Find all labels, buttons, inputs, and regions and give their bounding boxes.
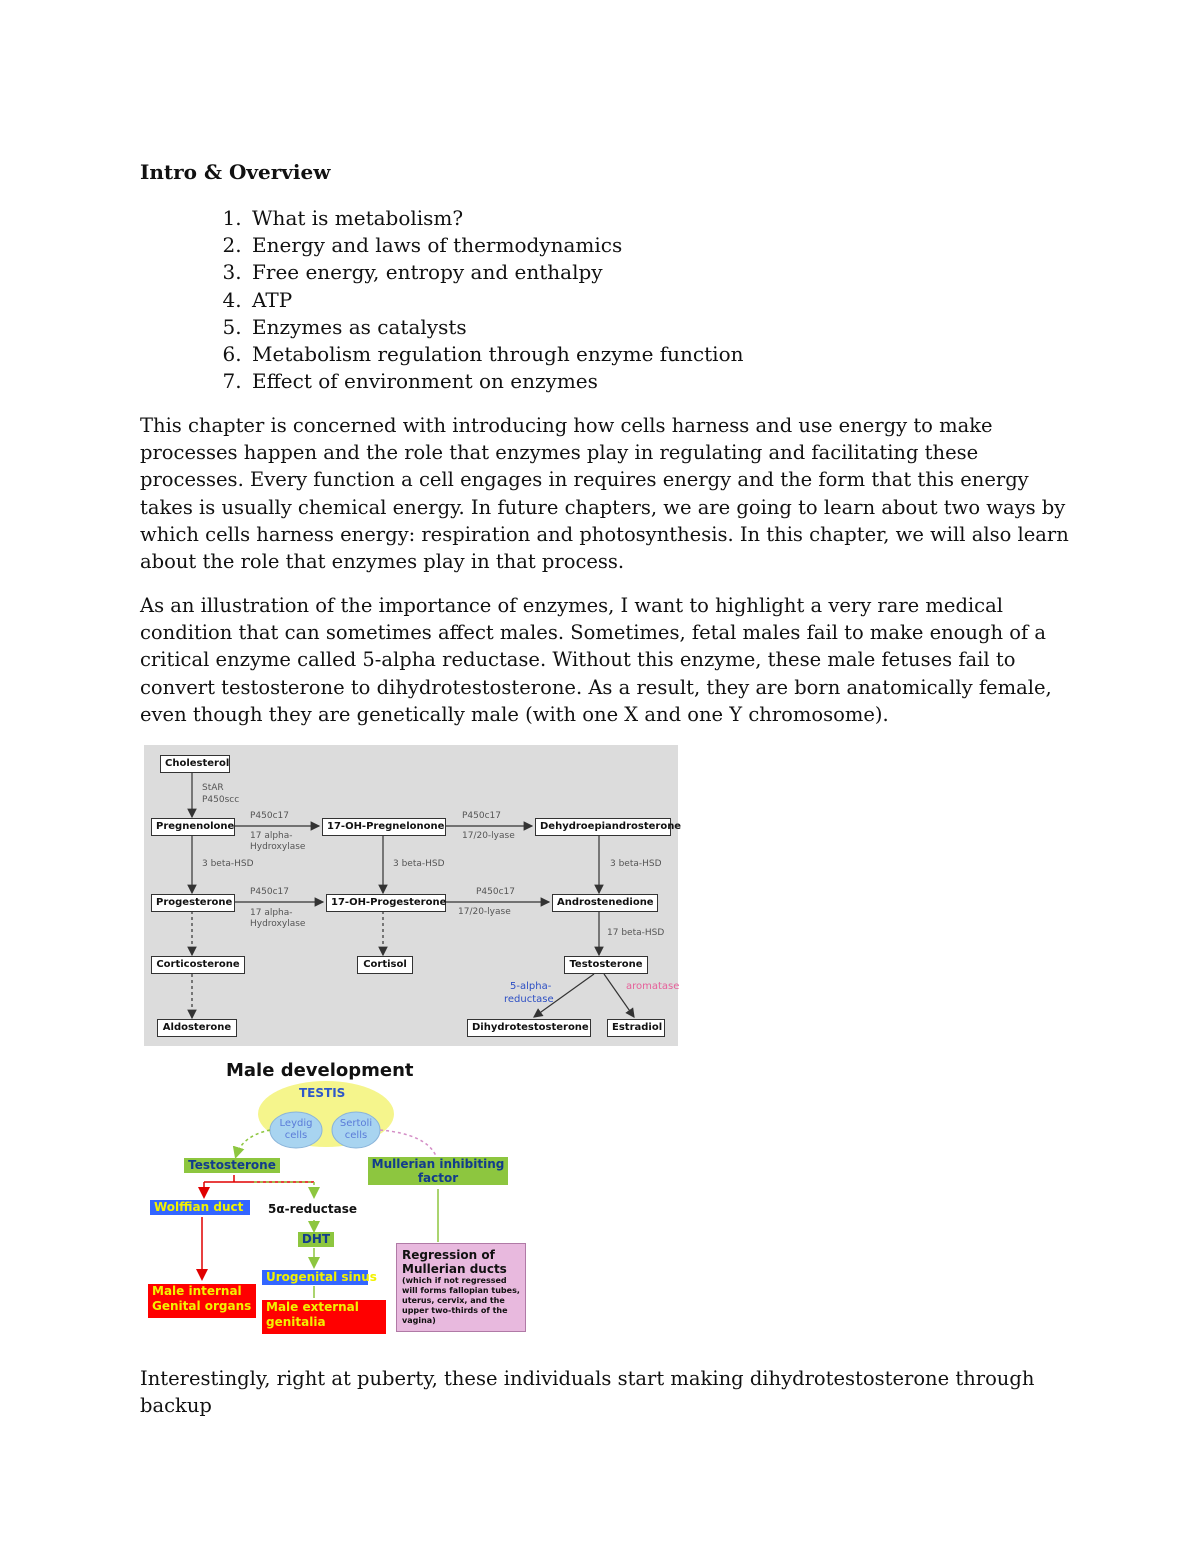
node-cholesterol: Cholesterol bbox=[160, 755, 230, 773]
node-dihydrotestosterone: Dihydrotestosterone bbox=[467, 1019, 591, 1037]
list-item: 2. Energy and laws of thermodynamics bbox=[248, 232, 743, 259]
node-testosterone: Testosterone bbox=[564, 956, 648, 974]
dht-box: DHT bbox=[298, 1232, 334, 1247]
enzyme-17alpha: 17 alpha- bbox=[250, 831, 293, 841]
5alpha-reductase-label: 5α-reductase bbox=[268, 1202, 357, 1216]
enzyme-p450scc: P450scc bbox=[202, 795, 240, 805]
enzyme-3beta-hsd: 3 beta-HSD bbox=[393, 859, 445, 869]
section-heading: Intro & Overview bbox=[140, 160, 331, 184]
list-item: 4. ATP bbox=[248, 287, 743, 314]
enzyme-hydroxylase: Hydroxylase bbox=[250, 919, 306, 929]
enzyme-5alpha-reductase-line2: reductase bbox=[504, 994, 554, 1005]
enzyme-p450c17: P450c17 bbox=[476, 887, 516, 897]
node-estradiol: Estradiol bbox=[607, 1019, 665, 1037]
node-aldosterone: Aldosterone bbox=[157, 1019, 237, 1037]
enzyme-17-20-lyase: 17/20-lyase bbox=[462, 831, 515, 841]
enzyme-star: StAR bbox=[202, 783, 224, 793]
node-corticosterone: Corticosterone bbox=[151, 956, 245, 974]
node-androstenedione: Androstenedione bbox=[552, 894, 658, 912]
connector-testosterone bbox=[236, 1130, 270, 1156]
male-external-genitalia-box: Male external genitalia bbox=[262, 1300, 386, 1334]
male-internal-genital-box: Male internal Genital organs bbox=[148, 1284, 256, 1318]
sertoli-cells-label: Sertoli cells bbox=[339, 1118, 373, 1141]
list-item: 6. Metabolism regulation through enzyme function bbox=[248, 341, 743, 368]
enzyme-17alpha: 17 alpha- bbox=[250, 908, 293, 918]
list-item: 1. What is metabolism? bbox=[248, 205, 743, 232]
node-cortisol: Cortisol bbox=[357, 956, 413, 974]
regression-note: (which if not regressed will forms fallopian tubes, uterus, cervix, and the upper two-thirds of the vagina) bbox=[402, 1276, 520, 1325]
enzyme-p450c17: P450c17 bbox=[250, 887, 290, 897]
male-development-figure bbox=[144, 1058, 529, 1338]
regression-mullerian-box bbox=[396, 1243, 526, 1332]
node-17oh-pregnenolone: 17-OH-Pregnelonone bbox=[322, 818, 446, 836]
enzyme-17beta-hsd: 17 beta-HSD bbox=[607, 928, 665, 938]
topic-list bbox=[190, 205, 743, 395]
node-dhea: Dehydroepiandrosterone bbox=[535, 818, 671, 836]
leydig-cells-label: Leydig cells bbox=[279, 1118, 313, 1141]
node-17oh-progesterone: 17-OH-Progesterone bbox=[326, 894, 446, 912]
enzyme-p450c17: P450c17 bbox=[462, 811, 502, 821]
figure-title: Male development bbox=[226, 1060, 414, 1081]
enzyme-aromatase: aromatase bbox=[626, 981, 680, 992]
enzyme-3beta-hsd: 3 beta-HSD bbox=[610, 859, 662, 869]
list-item: 5. Enzymes as catalysts bbox=[248, 314, 743, 341]
enzyme-3beta-hsd: 3 beta-HSD bbox=[202, 859, 254, 869]
paragraph-enzyme-illustration: As an illustration of the importance of enzymes, I want to highlight a very rare medical condition that can sometimes affect males. Sometimes, fetal males fail to make enough of a critical enzyme called 5-alpha reductase. Without this enzyme, these male fetuses fail to convert testosterone to dihydrotestosterone. As a result, they are born anatomically female, even though they are genetically male (with one X and one Y chromosome). bbox=[140, 594, 1052, 726]
list-item: 7. Effect of environment on enzymes bbox=[248, 368, 743, 395]
mullerian-inhibiting-factor-box: Mullerian inhibiting factor bbox=[368, 1157, 508, 1185]
list-item: 3. Free energy, entropy and enthalpy bbox=[248, 259, 743, 286]
urogenital-sinus-box: Urogenital sinus bbox=[262, 1270, 368, 1285]
testis-label: TESTIS bbox=[299, 1086, 346, 1100]
node-pregnenolone: Pregnenolone bbox=[151, 818, 235, 836]
steroid-pathway-figure bbox=[144, 745, 682, 1046]
enzyme-hydroxylase: Hydroxylase bbox=[250, 842, 306, 852]
enzyme-5alpha-reductase-line1: 5-alpha- bbox=[510, 981, 552, 992]
testosterone-box: Testosterone bbox=[184, 1158, 280, 1173]
connector-mif bbox=[380, 1130, 436, 1156]
enzyme-17-20-lyase: 17/20-lyase bbox=[458, 907, 511, 917]
paragraph-puberty: Interestingly, right at puberty, these individuals start making dihydrotestosterone through backup bbox=[140, 1367, 1035, 1418]
regression-title: Regression of Mullerian ducts bbox=[402, 1248, 507, 1276]
node-progesterone: Progesterone bbox=[151, 894, 235, 912]
paragraph-intro: This chapter is concerned with introducing how cells harness and use energy to make processes happen and the role that enzymes play in regulating and facilitating these processes. Every function a cell engages in requires energy and the form that this energy takes is usually chemical energy. In future chapters, we are going to learn about two ways by which cells harness energy: respiration and photosynthesis. In this chapter, we will also learn about the role that enzymes play in that process. bbox=[140, 414, 1069, 574]
wolffian-duct-box: Wolffian duct bbox=[150, 1200, 250, 1215]
enzyme-p450c17: P450c17 bbox=[250, 811, 290, 821]
